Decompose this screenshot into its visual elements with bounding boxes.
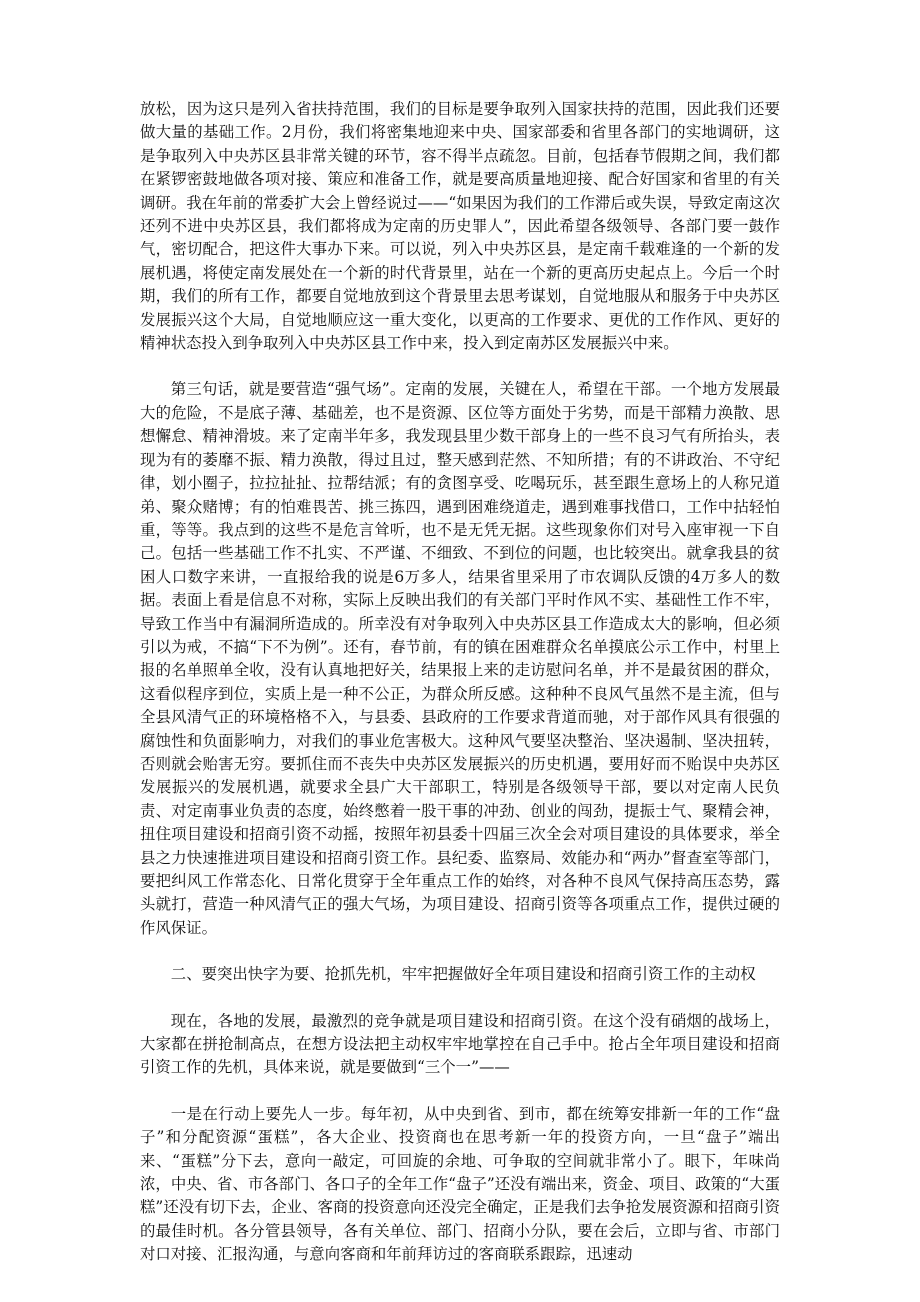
paragraph: 一是在行动上要先人一步。每年初，从中央到省、到市，都在统筹安排新一年的工作“盘子”和分配资源“蛋糕”，各大企业、投资商也在思考新一年的投资方向，一旦“盘子”端出来、“蛋糕”分下去，意向一敲定，可回旋的余地、可争取的空间就非常小了。眼下，年味尚浓，中央、省、市各部门、各口子的全年工作“盘子”还没有端出来，资金、项目、政策的“大蛋糕”还没有切下去，企业、客商的投资意向还没完全确定，正是我们去争抢发展资源和招商引资的最佳时机。各分管县领导，各有关单位、部门、招商小分队，要在会后，立即与省、市部门对口对接、汇报沟通，与意向客商和年前拜访过的客商联系跟踪，迅速动 xyxy=(140,1104,780,1264)
paragraph: 放松，因为这只是列入省扶持范围，我们的目标是要争取列入国家扶持的范围，因此我们还要做大量的基础工作。2月份，我们将密集地迎来中央、国家部委和省里各部门的实地调研，这是争取列入中央苏区县非常关键的环节，容不得半点疏忽。目前，包括春节假期之间，我们都在紧锣密鼓地做各项对接、策应和准备工作，就是要高质量地迎接、配合好国家和省里的有关调研。我在年前的常委扩大会上曾经说过——“如果因为我们的工作滞后或失误，导致定南这次还列不进中央苏区县，我们都将成为定南的历史罪人”，因此希望各级领导、各部门要一鼓作气，密切配合，把这件大事办下来。可以说，列入中央苏区县，是定南千载难逢的一个新的发展机遇，将使定南发展处在一个新的时代背景里，站在一个新的更高历史起点上。今后一个时期，我们的所有工作，都要自觉地放到这个背景里去思考谋划，自觉地服从和服务于中央苏区发展振兴这个大局，自觉地顺应这一重大变化，以更高的工作要求、更优的工作作风、更好的精神状态投入到争取列入中央苏区县工作中来，投入到定南苏区发展振兴中来。 xyxy=(140,100,780,353)
section-heading: 二、要突出快字为要、抢抓先机，牢牢把握做好全年项目建设和招商引资工作的主动权 xyxy=(170,965,756,984)
paragraph: 第三句话，就是要营造“强气场”。定南的发展，关键在人，希望在干部。一个地方发展最大的危险，不是底子薄、基础差，也不是资源、区位等方面处于劣势，而是干部精力涣散、思想懈怠、精神滑坡。来了定南半年多，我发现县里少数干部身上的一些不良习气有所抬头，表现为有的萎靡不振、精力涣散，得过且过，整天感到茫然、不知所措；有的不讲政治、不守纪律，划小圈子，拉拉扯扯、拉帮结派；有的贪图享受、吃喝玩乐，甚至跟生意场上的人称兄道弟、聚众赌博；有的怕难畏苦、挑三拣四，遇到困难绕道走，遇到难事找借口，工作中拈轻怕重，等等。我点到的这些不是危言耸听，也不是无凭无据。这些现象你们对号入座审视一下自己。包括一些基础工作不扎实、不严谨、不细致、不到位的问题，也比较突出。就拿我县的贫困人口数字来讲，一直报给我的说是6万多人，结果省里采用了市农调队反馈的4万多人的数据。表面上看是信息不对称，实际上反映出我们的有关部门平时作风不实、基础性工作不牢，导致工作当中有漏洞所造成的。所幸没有对争取列入中央苏区县工作造成太大的影响，但必须引以为戒，不搞“下不为例”。还有，春节前，有的镇在困难群众名单摸底公示工作中，村里上报的名单照单全收，没有认真地把好关，结果报上来的走访慰问名单，并不是最贫困的群众，这看似程序到位，实质上是一种不公正，为群众所反感。这种种不良风气虽然不是主流，但与全县风清气正的环境格格不入，与县委、县政府的工作要求背道而驰，对于部作风具有很强的腐蚀性和负面影响力，对我们的事业危害极大。这种风气要坚决整治、坚决遏制、坚决扭转，否则就会贻害无穷。要抓住而不丧失中央苏区发展振兴的历史机遇，要用好而不贻误中央苏区发展振兴的发展机遇，就要求全县广大干部职工，特别是各级领导干部，要以对定南人民负责、对定南事业负责的态度，始终憋着一股干事的冲劲、创业的闯劲，提振士气、聚精会神，扭住项目建设和招商引资不动摇，按照年初县委十四届三次全会对项目建设的具体要求，举全县之力快速推进项目建设和招商引资工作。县纪委、监察局、效能办和“两办”督查室等部门，要把纠风工作常态化、日常化贯穿于全年重点工作的始终，对各种不良风气保持高压态势，露头就打，营造一种风清气正的强大气场，为项目建设、招商引资等各项重点工作，提供过硬的作风保证。 xyxy=(140,380,780,937)
document-body xyxy=(140,98,780,1267)
paragraph: 现在，各地的发展，最激烈的竞争就是项目建设和招商引资。在这个没有硝烟的战场上，大家都在拼抢制高点，在想方设法把主动权牢牢地掌控在自己手中。抢占全年项目建设和招商引资工作的先机，具体来说，就是要做到“三个一”—— xyxy=(140,1011,780,1077)
